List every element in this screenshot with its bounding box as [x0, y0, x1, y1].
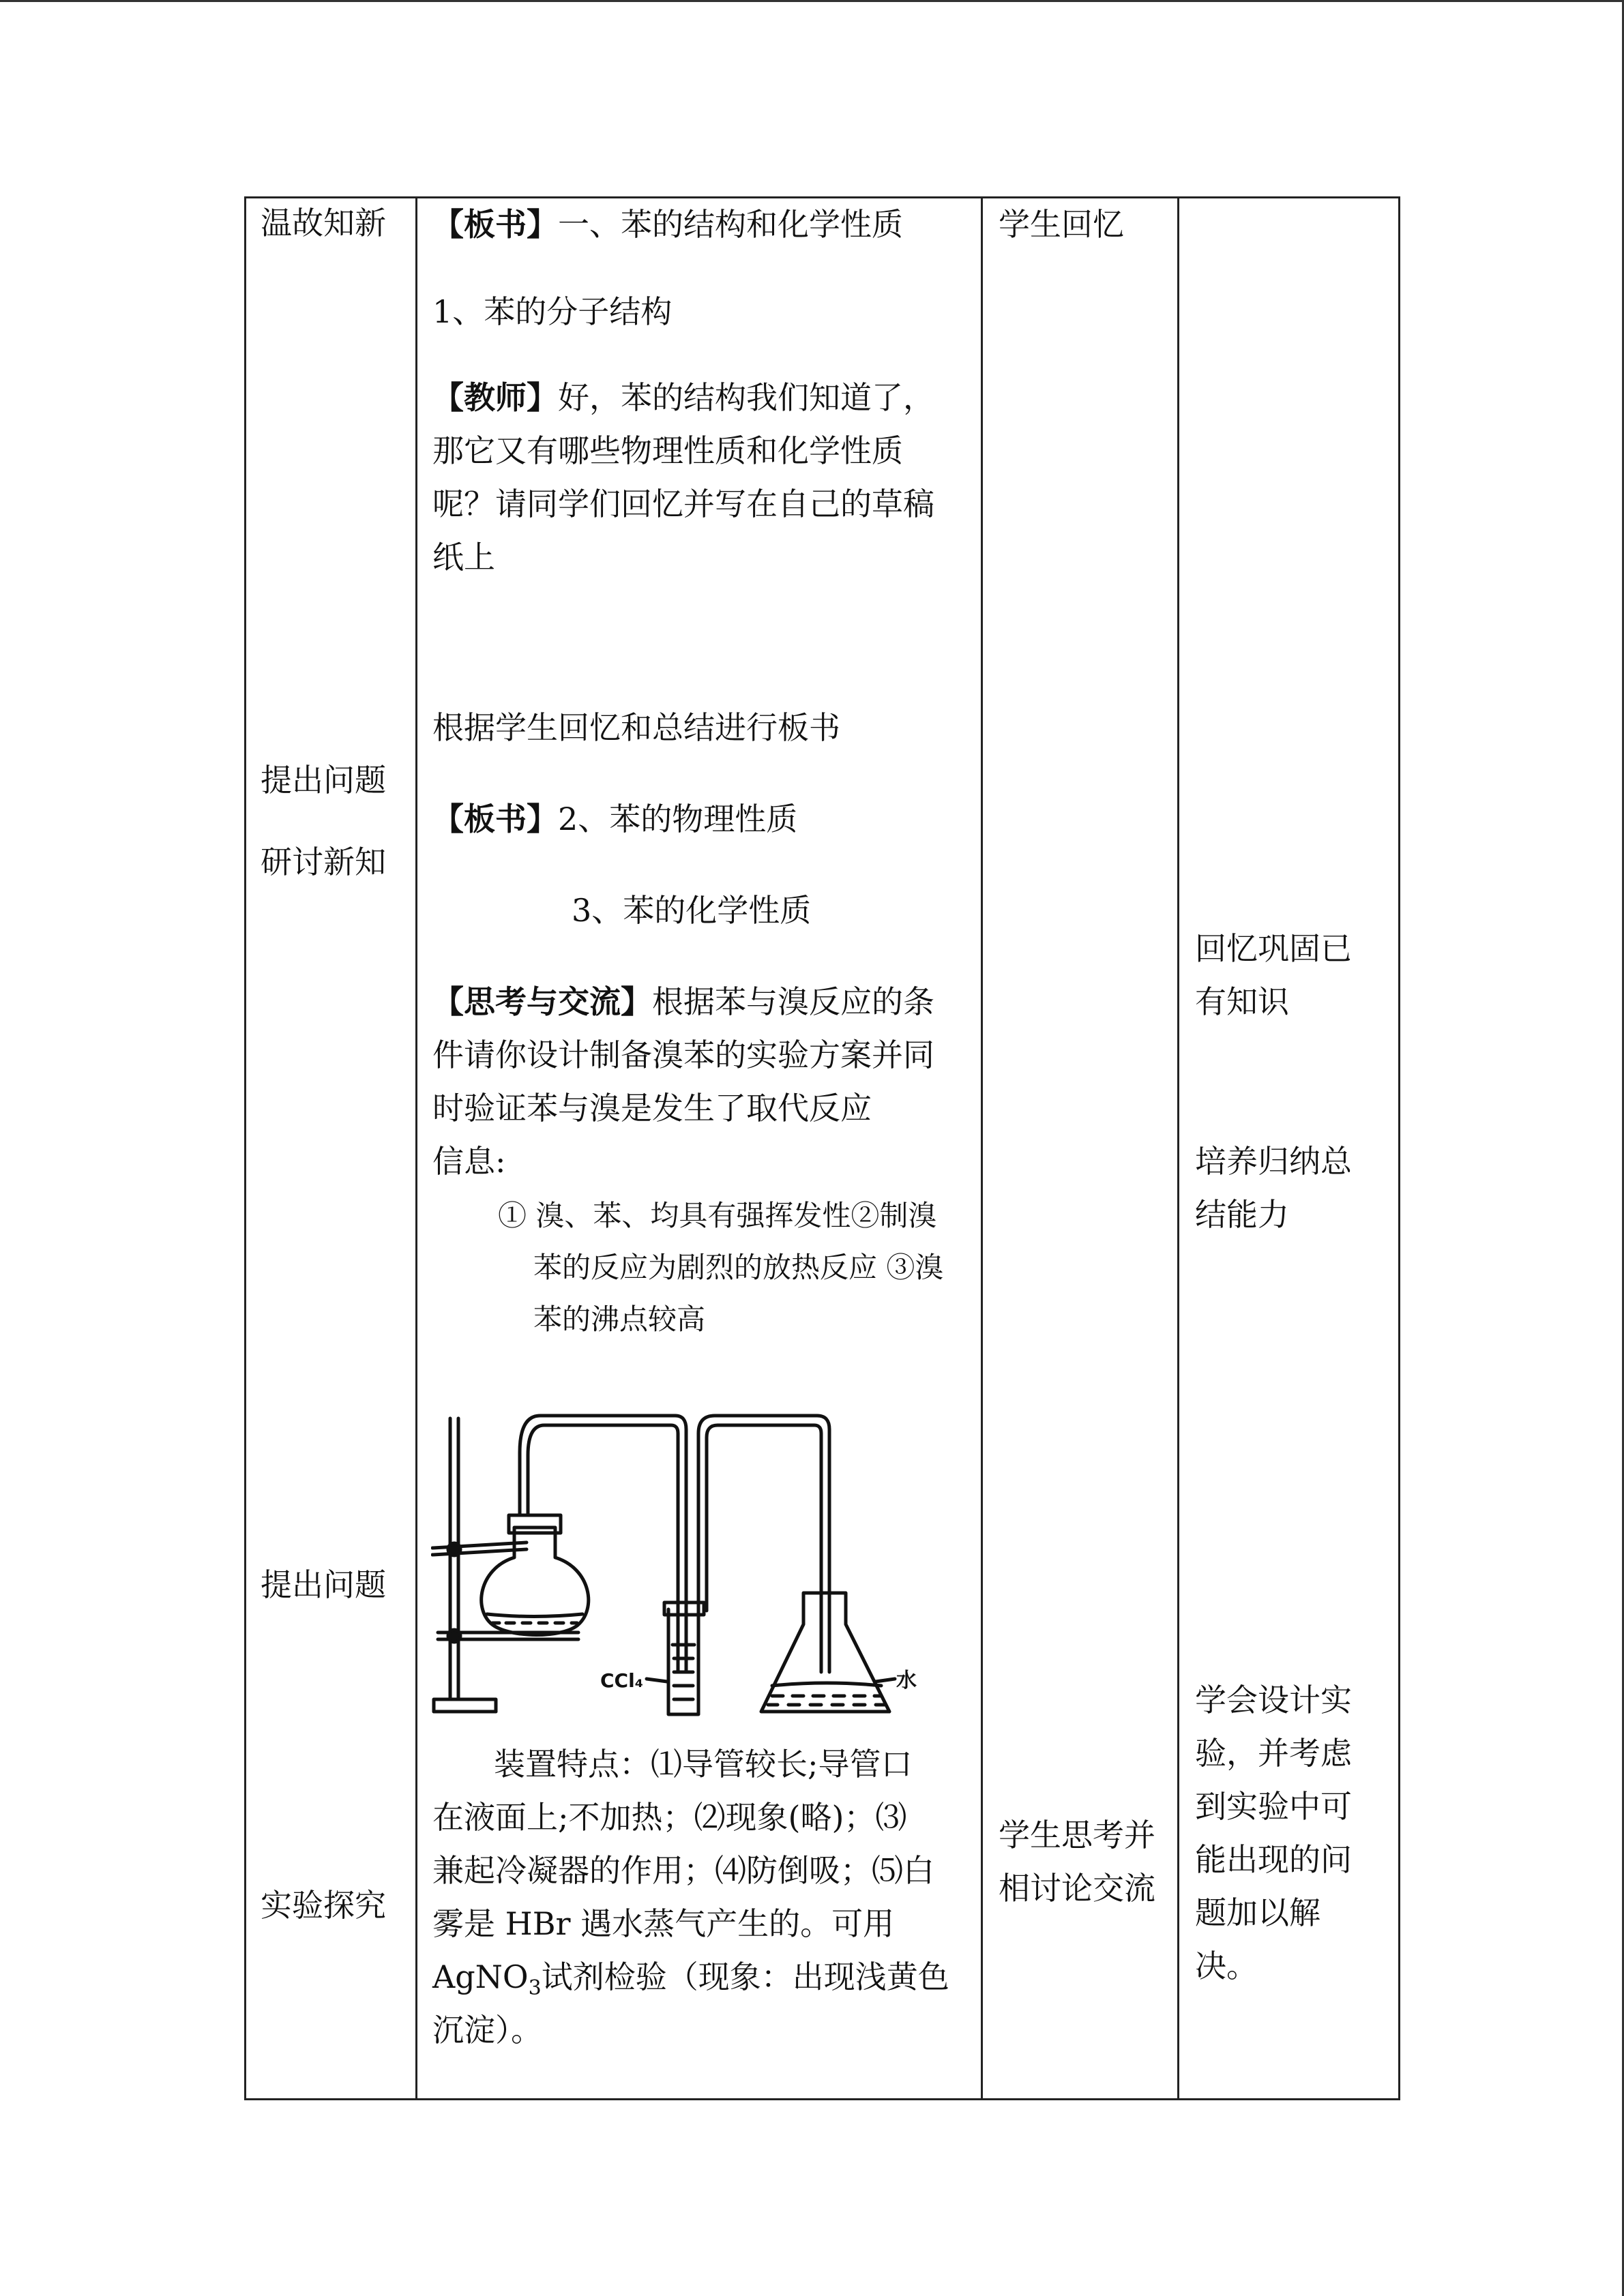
goal-3-line-3: 到实验中可	[1195, 1788, 1352, 1825]
column-divider-2	[981, 196, 983, 2100]
device-line-6: 沉淀）。	[432, 2012, 542, 2048]
goal-2-line-1: 培养归纳总	[1195, 1143, 1352, 1180]
page-top-border	[0, 0, 1624, 2]
device-line-4: 雾是 HBr 遇水蒸气产生的。可用	[432, 1905, 895, 1942]
think-line-2: 件请你设计制备溴苯的实验方案并同	[432, 1037, 934, 1073]
table-left-border	[244, 196, 246, 2100]
think-text: 根据苯与溴反应的条	[652, 983, 934, 1020]
info-line-2: 苯的反应为剧烈的放热反应 ③溴	[533, 1251, 944, 1284]
board-heading-2	[432, 792, 797, 846]
info-label: 信息:	[432, 1143, 506, 1180]
agno3-subscript: 3	[528, 1976, 542, 2001]
column-divider-3	[1177, 196, 1179, 2100]
goal-3-line-4: 能出现的问	[1195, 1841, 1352, 1878]
teacher-line-3: 呢？请同学们回忆并写在自己的草稿	[432, 486, 934, 522]
board-text: 一、苯的结构和化学性质	[558, 206, 903, 243]
goal-3-line-1: 学会设计实	[1195, 1682, 1352, 1718]
stage-review: 温故知新	[261, 205, 386, 241]
board-tag-2: 【板书】	[432, 801, 558, 837]
goal-1-line-2: 有知识	[1195, 983, 1289, 1020]
label-water: 水	[896, 1669, 917, 1693]
table-bottom-border	[244, 2098, 1400, 2100]
teacher-text: 好，苯的结构我们知道了，	[558, 379, 934, 416]
bromobenzene-apparatus-diagram	[431, 1406, 919, 1727]
board-tag: 【板书】	[432, 206, 558, 243]
stage-question-2: 提出问题	[261, 1566, 386, 1603]
teacher-line-4: 纸上	[432, 539, 495, 576]
item-molecular-structure: 1、苯的分子结构	[432, 293, 673, 330]
stage-study: 研讨新知	[261, 844, 386, 880]
device-line-1: 装置特点：⑴导管较长;导管口	[494, 1746, 913, 1783]
student-discuss-line-1: 学生思考并	[999, 1817, 1155, 1853]
table-right-border	[1398, 196, 1400, 2100]
info-line-3: 苯的沸点较高	[533, 1302, 706, 1336]
device-line-2: 在液面上;不加热；⑵现象(略)；⑶	[432, 1799, 907, 1836]
column-divider-1	[415, 196, 417, 2100]
agno3-formula: AgNO	[432, 1958, 529, 1995]
goal-3-line-6: 决。	[1195, 1948, 1258, 1984]
device-line-3: 兼起冷凝器的作用；⑷防倒吸；⑸白	[432, 1852, 934, 1889]
teacher-tag: 【教师】	[432, 379, 558, 416]
board-text-2: 2、苯的物理性质	[558, 801, 798, 837]
label-ccl4: CCl₄	[600, 1669, 643, 1692]
goal-1-line-1: 回忆巩固已	[1195, 930, 1352, 967]
summary-line: 根据学生回忆和总结进行板书	[432, 709, 840, 746]
goal-3-line-2: 验，并考虑	[1195, 1735, 1352, 1772]
think-line-1	[432, 975, 934, 1028]
teacher-line-1	[432, 371, 934, 424]
info-line-1: ① 溴、苯、均具有强挥发性②制溴	[498, 1199, 937, 1232]
goal-3-line-5: 题加以解	[1195, 1894, 1320, 1931]
item-chemical-properties: 3、苯的化学性质	[572, 892, 812, 929]
student-discuss-line-2: 相讨论交流	[999, 1870, 1155, 1907]
agno3-text: 试剂检验（现象：出现浅黄色	[541, 1958, 949, 1995]
stage-experiment: 实验探究	[261, 1887, 386, 1924]
think-tag: 【思考与交流】	[432, 983, 652, 1020]
stage-question-1: 提出问题	[261, 762, 386, 799]
student-recall: 学生回忆	[999, 206, 1124, 243]
teacher-line-2: 那它又有哪些物理性质和化学性质	[432, 432, 903, 469]
board-heading-1	[432, 198, 903, 251]
goal-2-line-2: 结能力	[1195, 1196, 1289, 1233]
think-line-3: 时验证苯与溴是发生了取代反应	[432, 1090, 872, 1127]
